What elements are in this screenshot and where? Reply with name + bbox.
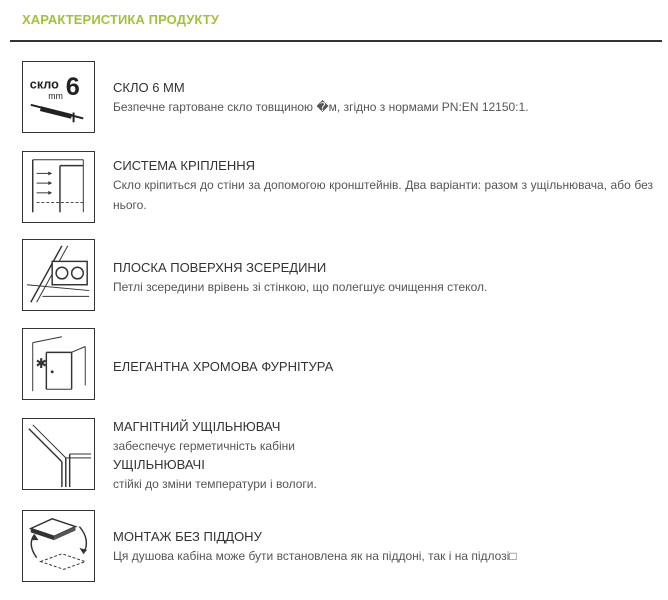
svg-text:✱: ✱ bbox=[35, 355, 48, 372]
feature-description: Петлі зсередини врівень зі стінкою, що полегшує очищення стекол. bbox=[113, 280, 488, 294]
feature-title: МАГНІТНИЙ УЩІЛЬНЮВАЧ bbox=[113, 419, 281, 434]
feature-title: СИСТЕМА КРІПЛЕННЯ bbox=[113, 158, 255, 173]
feature-title: СКЛО 6 ММ bbox=[113, 80, 185, 95]
icon-unit-mm: mm bbox=[48, 90, 63, 101]
feature-subtitle: УЩІЛЬНЮВАЧІ bbox=[113, 457, 205, 472]
icon-label-glass: скло bbox=[29, 77, 59, 92]
feature-title: ПЛОСКА ПОВЕРХНЯ ЗСЕРЕДИНИ bbox=[113, 260, 327, 275]
glass-thickness-icon bbox=[22, 61, 95, 133]
chrome-fittings-icon bbox=[22, 328, 95, 400]
icon-value-six: 6 bbox=[65, 73, 80, 102]
flat-hinge-icon bbox=[22, 239, 95, 311]
magnetic-seal-icon bbox=[22, 418, 95, 490]
feature-title: ЕЛЕГАНТНА ХРОМОВА ФУРНІТУРА bbox=[113, 359, 334, 374]
no-tray-install-icon bbox=[22, 510, 95, 582]
feature-title: МОНТАЖ БЕЗ ПІДДОНУ bbox=[113, 529, 262, 544]
feature-description: Безпечне гартоване скло товщиною �м, згідно з нормами PN:EN 12150:1. bbox=[113, 100, 529, 114]
heading-divider bbox=[10, 40, 662, 42]
wall-mount-icon bbox=[22, 151, 95, 223]
feature-subdescription: стійкі до зміни температури і вологи. bbox=[113, 477, 317, 491]
section-heading: ХАРАКТЕРИСТИКА ПРОДУКТУ bbox=[22, 12, 220, 27]
feature-description: забеспечує герметичність кабіни bbox=[113, 439, 295, 453]
feature-description: Ця душова кабіна може бути встановлена як на піддоні, так і на підлозі□ bbox=[113, 549, 517, 563]
feature-description: Скло кріпиться до стіни за допомогою кронштейнів. Два варіанти: разом з ущільнювача, або без нього. bbox=[113, 178, 653, 212]
